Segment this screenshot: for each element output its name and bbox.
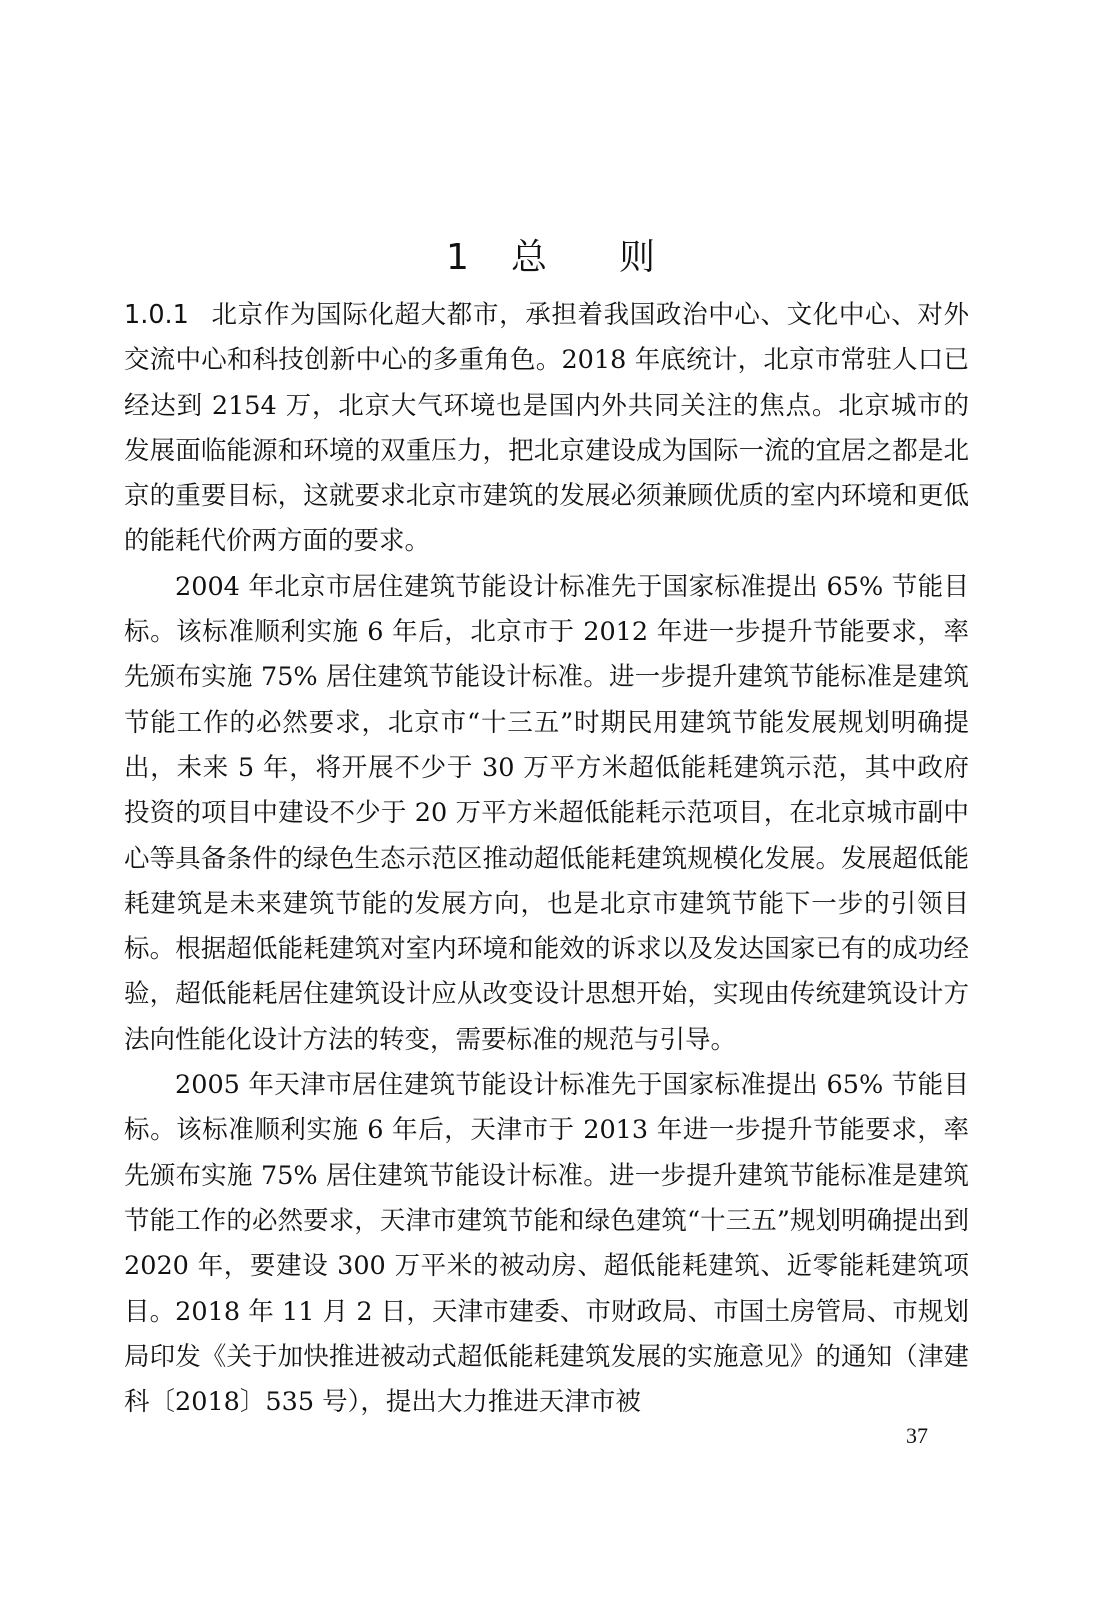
chapter-title-char-1: 总 [510, 237, 549, 279]
paragraph-1-text: 北京作为国际化超大都市，承担着我国政治中心、文化中心、对外交流中心和科技创新中心的多重角色。2018 年底统计，北京市常驻人口已经达到 2154 万，北京大气环境也是国内外共同关注的焦点。北京城市的发展面临能源和环境的双重压力，把北京建设成为国际一流的宜居之都是北京的重要目标，这就要求北京市建筑的发展必须兼顾优质的室内环境和更低的能耗代价两方面的要求。 [124, 300, 969, 557]
page-number: 37 [906, 1423, 928, 1448]
chapter-title-char-2: 则 [618, 237, 657, 279]
paragraph-1 [124, 293, 969, 565]
chapter-title [0, 229, 1103, 280]
paragraph-3: 2005 年天津市居住建筑节能设计标准先于国家标准提出 65% 节能目标。该标准顺利实施 6 年后，天津市于 2013 年进一步提升节能要求，率先颁布实施 75% 居住建筑节能设计标准。进一步提升建筑节能标准是建筑节能工作的必然要求，天津市建筑节能和绿色建筑“十三五”规划明确提出到 2020 年，要建设 300 万平米的被动房、超低能耗建筑、近零能耗建筑项目。2018 年 11 月 2 日，天津市建委、市财政局、市国土房管局、市规划局印发《关于加快推进被动式超低能耗建筑发展的实施意见》的通知（津建科〔2018〕535 号），提出大力推进天津市被 [124, 1070, 969, 1418]
clause-number: 1.0.1 [124, 300, 189, 330]
paragraph-2: 2004 年北京市居住建筑节能设计标准先于国家标准提出 65% 节能目标。该标准顺利实施 6 年后，北京市于 2012 年进一步提升节能要求，率先颁布实施 75% 居住建筑节能设计标准。进一步提升建筑节能标准是建筑节能工作的必然要求，北京市“十三五”时期民用建筑节能发展规划明确提出，未来 5 年，将开展不少于 30 万平方米超低能耗建筑示范，其中政府投资的项目中建设不少于 20 万平方米超低能耗示范项目，在北京城市副中心等具备条件的绿色生态示范区推动超低能耗建筑规模化发展。发展超低能耗建筑是未来建筑节能的发展方向，也是北京市建筑节能下一步的引领目标。根据超低能耗建筑对室内环境和能效的诉求以及发达国家已有的成功经验，超低能耗居住建筑设计应从改变设计思想开始，实现由传统建筑设计方法向性能化设计方法的转变，需要标准的规范与引导。 [124, 571, 969, 1055]
body-text [124, 293, 969, 1425]
chapter-number: 1 [446, 237, 471, 279]
